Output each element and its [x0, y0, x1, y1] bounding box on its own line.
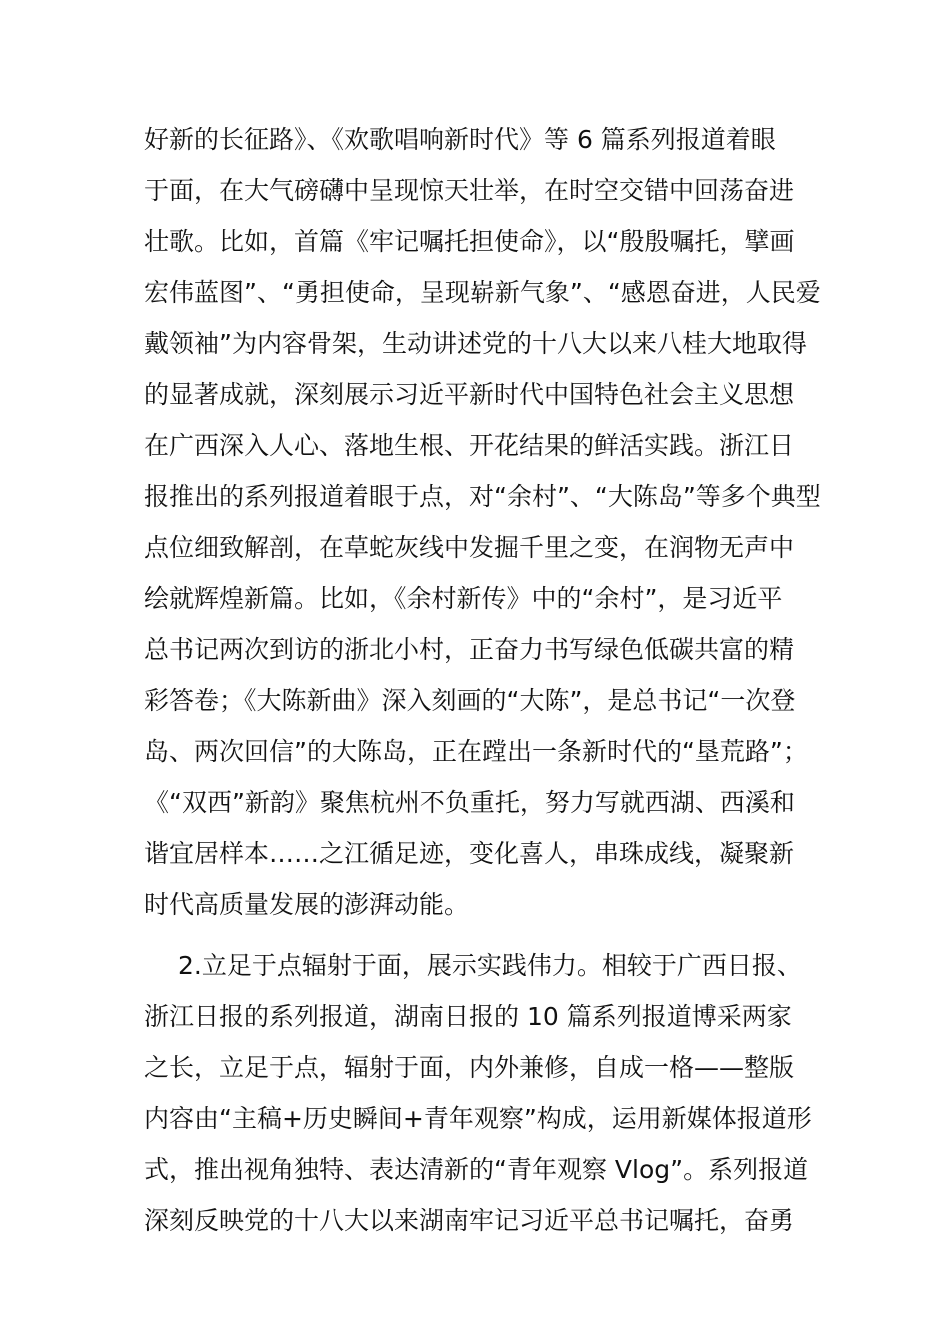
paragraph-line: 之长，立足于点，辐射于面，内外兼修，自成一格——整版	[144, 1053, 795, 1082]
paragraph-line: 绘就辉煌新篇。比如，《余村新传》中的“余村”，是习近平	[144, 584, 783, 613]
paragraph-line: 2.立足于点辐射于面，展示实践伟力。相较于广西日报、	[178, 951, 802, 980]
paragraph-line: 彩答卷；《大陈新曲》深入刻画的“大陈”，是总书记“一次登	[144, 686, 796, 715]
paragraph-line: 《“双西”新韵》聚焦杭州不负重托，努力写就西湖、西溪和	[144, 788, 795, 817]
paragraph-line: 总书记两次到访的浙北小村，正奋力书写绿色低碳共富的精	[144, 635, 795, 664]
paragraph-2	[144, 940, 816, 1246]
paragraph-line: 点位细致解剖，在草蛇灰线中发掘千里之变，在润物无声中	[144, 533, 795, 562]
paragraph-line: 好新的长征路》、《欢歌唱响新时代》等 6 篇系列报道着眼	[144, 125, 776, 154]
paragraph-line: 在广西深入人心、落地生根、开花结果的鲜活实践。浙江日	[144, 431, 795, 460]
paragraph-line: 谐宜居样本……之江循足迹，变化喜人，串珠成线，凝聚新	[144, 839, 795, 868]
paragraph-line: 岛、两次回信”的大陈岛，正在蹚出一条新时代的“垦荒路”；	[144, 737, 808, 766]
paragraph-1	[144, 114, 821, 930]
paragraph-line: 报推出的系列报道着眼于点，对“余村”、“大陈岛”等多个典型	[144, 482, 821, 511]
paragraph-line: 内容由“主稿+历史瞬间+青年观察”构成，运用新媒体报道形	[144, 1104, 812, 1133]
paragraph-line: 浙江日报的系列报道，湖南日报的 10 篇系列报道博采两家	[144, 1002, 792, 1031]
paragraph-line: 壮歌。比如，首篇《牢记嘱托担使命》，以“殷殷嘱托，擘画	[144, 227, 795, 256]
paragraph-line: 时代高质量发展的澎湃动能。	[144, 890, 470, 919]
paragraph-line: 式，推出视角独特、表达清新的“青年观察 Vlog”。系列报道	[144, 1155, 809, 1184]
paragraph-line: 戴领袖”为内容骨架，生动讲述党的十八大以来八桂大地取得	[144, 329, 807, 358]
paragraph-line: 的显著成就，深刻展示习近平新时代中国特色社会主义思想	[144, 380, 795, 409]
paragraph-line: 于面，在大气磅礴中呈现惊天壮举，在时空交错中回荡奋进	[144, 176, 795, 205]
paragraph-line: 宏伟蓝图”、“勇担使命，呈现崭新气象”、“感恩奋进，人民爱	[144, 278, 821, 307]
paragraph-line: 深刻反映党的十八大以来湖南牢记习近平总书记嘱托，奋勇	[144, 1206, 795, 1235]
